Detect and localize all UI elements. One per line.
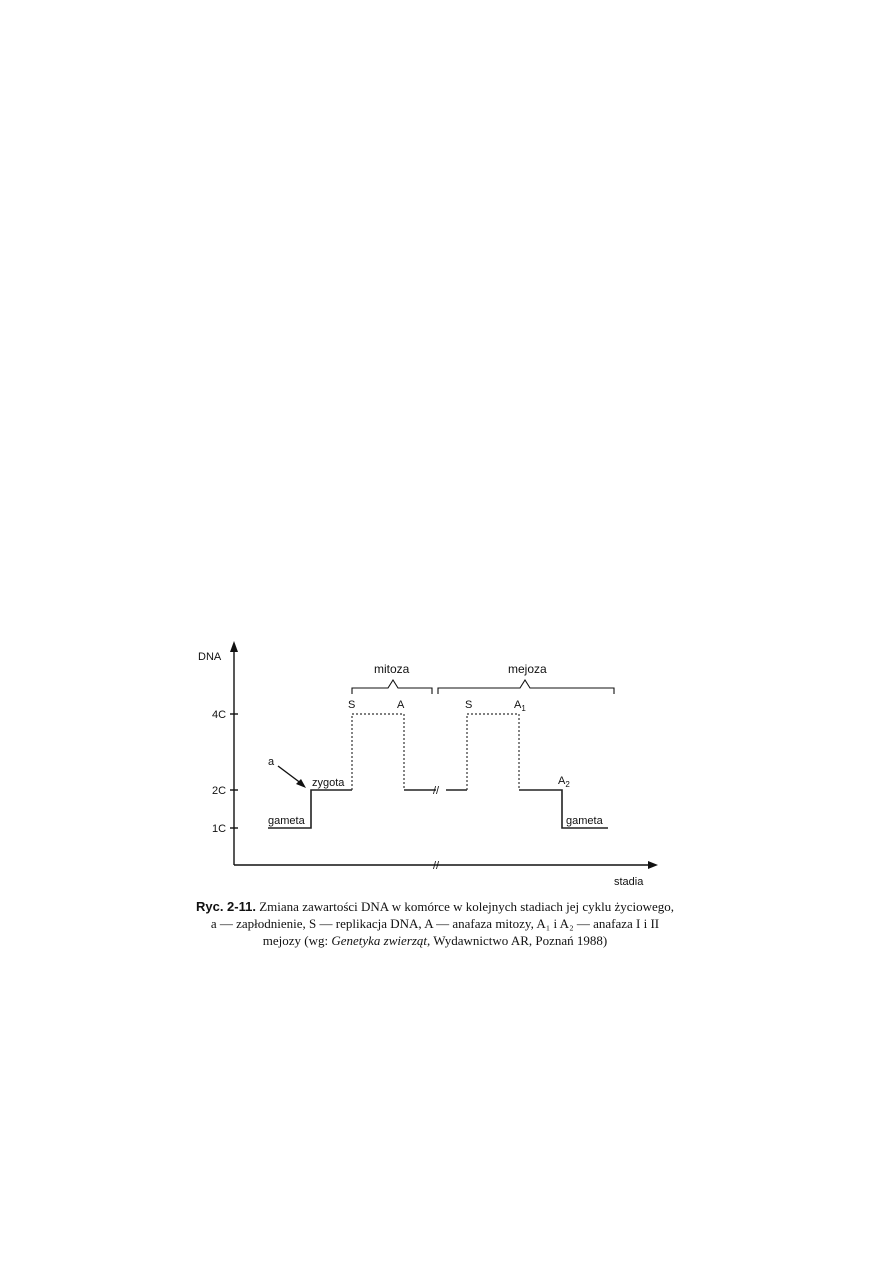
label-s-mitosis: S <box>348 699 356 711</box>
label-fertilization: a <box>268 756 275 768</box>
mitoza-brace <box>352 680 432 694</box>
label-s-meiosis: S <box>465 699 473 711</box>
mejoza-brace <box>438 680 614 694</box>
dna-step-curve-meiosis-high <box>467 714 519 790</box>
curve-break-mark: // <box>433 785 440 797</box>
caption-lead: Ryc. 2-11. <box>195 899 256 914</box>
caption-line3-a: mejozy (wg: <box>262 933 332 948</box>
label-a2: $A_2$ <box>558 775 570 789</box>
label-gameta-right: gameta <box>566 815 603 827</box>
mejoza-label: mejoza <box>508 662 547 676</box>
fertilization-arrow <box>278 766 302 784</box>
dna-step-curve-mitosis-high <box>352 714 404 790</box>
label-gameta-left: gameta <box>268 815 305 827</box>
caption-line1-text: Zmiana zawartości DNA w komórce w kolejnych stadiach jej cyklu życiowego, <box>255 899 675 914</box>
caption-line-1 <box>160 898 710 915</box>
label-a1: $A_1$ <box>514 699 526 713</box>
figure-caption <box>160 898 710 949</box>
caption-line3-b: , Wydawnictwo AR, Poznań 1988) <box>427 933 608 948</box>
caption-line-2: a — zapłodnienie, S — replikacja DNA, A — anafaza mitozy, A₁ i A₂ — anafaza I i II <box>210 916 660 931</box>
tick-label-2c: 2C <box>212 785 227 797</box>
mitoza-label: mitoza <box>374 662 410 676</box>
tick-label-4c: 4C <box>212 709 227 721</box>
label-a-mitosis: A <box>397 699 405 711</box>
caption-source-title: Genetyka zwierząt <box>331 933 427 948</box>
x-axis-label: stadia <box>614 876 644 888</box>
caption-line-3 <box>160 932 710 949</box>
y-axis-arrow-icon <box>230 641 238 652</box>
tick-label-1c: 1C <box>212 823 227 835</box>
x-axis-arrow-icon <box>648 861 658 869</box>
y-axis-label: DNA <box>198 651 222 663</box>
label-zygota: zygota <box>312 777 345 789</box>
x-axis-break-mark: // <box>433 860 440 872</box>
